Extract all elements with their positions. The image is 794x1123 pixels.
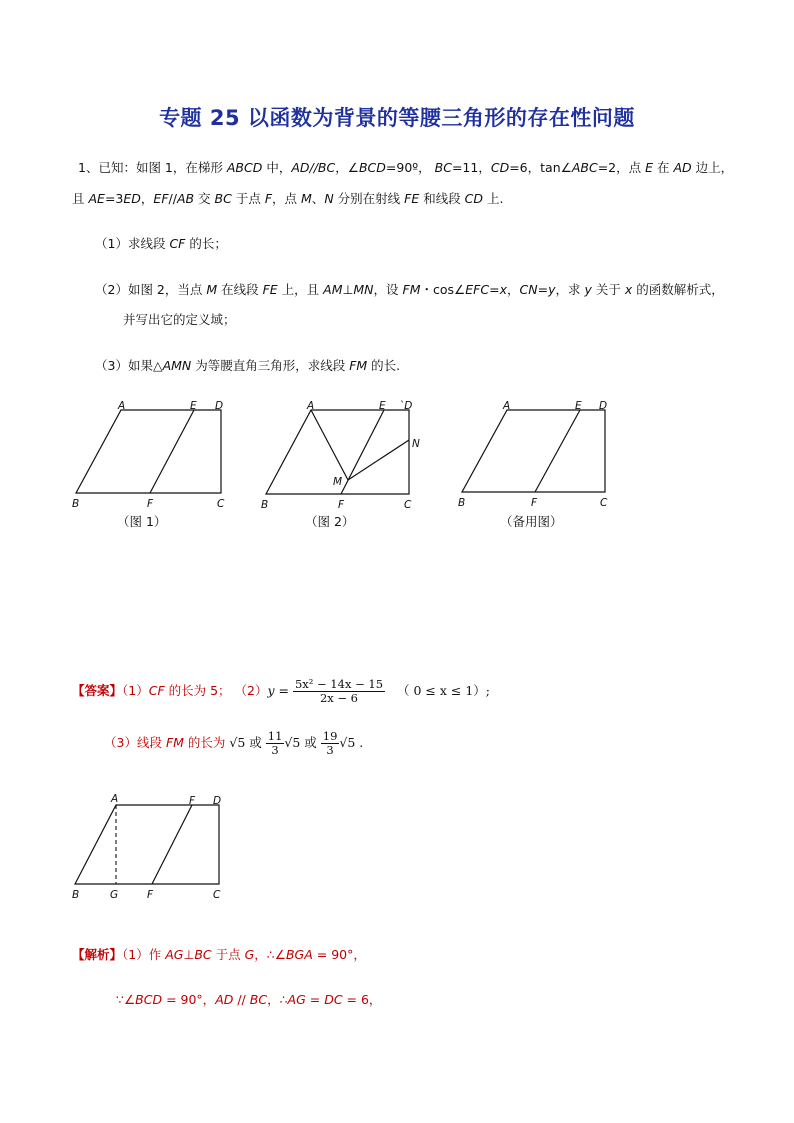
label-e: E [575, 400, 582, 412]
label-f: F [338, 499, 345, 511]
analysis-line-2 [116, 992, 381, 1008]
text: y [548, 282, 556, 297]
text: FE [262, 282, 278, 297]
text: FM [349, 358, 368, 373]
label-c: C [217, 498, 225, 510]
text: AG [287, 992, 306, 1007]
trapezoid [76, 410, 221, 493]
question-1 [95, 236, 227, 252]
text: =90º， [385, 160, 435, 175]
label-f: F [147, 889, 154, 901]
text: MN [353, 282, 374, 297]
text: =6，tan∠ [509, 160, 572, 175]
label-b: B [458, 497, 466, 509]
text: FE [404, 191, 420, 206]
segment-am [311, 410, 348, 480]
text: = [274, 683, 293, 698]
segment-mn [348, 440, 409, 480]
label-b: B [72, 498, 80, 510]
text: DC [324, 992, 343, 1007]
text: FM [165, 735, 184, 750]
text: N [324, 191, 334, 206]
question-2-line-2: 并写出它的定义域； [123, 312, 236, 327]
text: = 6， [342, 992, 382, 1007]
text: ・cos∠ [420, 282, 466, 297]
fraction-19-3 [321, 730, 340, 757]
text: = 90°， [162, 992, 216, 1007]
label-f: F [531, 497, 538, 509]
text: ，∠ [335, 160, 359, 175]
label-c: C [213, 889, 221, 901]
question-2 [95, 282, 724, 298]
text: （3）如果△ [95, 358, 163, 373]
text: y [267, 683, 275, 698]
segment-ef [150, 410, 194, 493]
text: CD [464, 191, 484, 206]
text: AE [88, 191, 105, 206]
text: FM [402, 282, 421, 297]
text: AM [323, 282, 343, 297]
segment-ef [535, 410, 580, 492]
figure-3 [452, 398, 622, 516]
text: AG [165, 947, 184, 962]
text: BC [214, 191, 232, 206]
text: ，∴ [267, 992, 288, 1007]
figure-3-caption: （备用图） [500, 514, 563, 529]
label-b: B [261, 499, 269, 511]
text: 上. [483, 191, 504, 206]
label-d: `D [399, 400, 413, 412]
trapezoid [75, 805, 219, 884]
text: 和线段 [419, 191, 465, 206]
text: （1） [122, 683, 149, 698]
text: √5 [229, 735, 246, 750]
label-c: C [404, 499, 412, 511]
denominator: 3 [271, 743, 279, 757]
text: =3 [104, 191, 124, 206]
text: 关于 [591, 282, 625, 297]
label-g: G [110, 889, 119, 901]
text: 或 [245, 735, 266, 750]
text: 的长为 [183, 735, 230, 750]
text: ED [123, 191, 141, 206]
text: BC [434, 160, 452, 175]
label-a: A [111, 793, 119, 805]
text: x [624, 282, 633, 297]
text: （3）线段 [104, 735, 166, 750]
analysis-tag: 【解析】 [72, 947, 123, 962]
text: 于点 [211, 947, 245, 962]
label-m: M [333, 476, 343, 488]
text: AD [215, 992, 234, 1007]
text: = [489, 282, 500, 297]
text: 的长为 5； （2） [164, 683, 268, 698]
numerator: 11 [267, 729, 283, 743]
label-d: D [213, 795, 222, 807]
text: 的长. [367, 358, 401, 373]
text: = [537, 282, 549, 297]
text: = [305, 992, 325, 1007]
question-3 [95, 358, 400, 374]
text: （1）作 [122, 947, 166, 962]
text: CD [490, 160, 510, 175]
label-b: B [72, 889, 80, 901]
text: CF [169, 236, 186, 251]
fraction-11-3 [266, 730, 285, 757]
text: // [168, 191, 177, 206]
figure-1 [64, 398, 234, 516]
figure-2-caption: （图 2） [305, 514, 355, 529]
label-f-top: F [189, 795, 196, 807]
text: ABCD [226, 160, 263, 175]
text: 1、已知：如图 1，在梯形 [78, 160, 227, 175]
problem-line-1 [78, 160, 733, 176]
text: 边上， [691, 160, 734, 175]
figure-1-caption: （图 1） [117, 514, 167, 529]
answer-line-2 [104, 730, 363, 757]
label-d: D [215, 400, 224, 412]
text: 中， [262, 160, 292, 175]
text: （2）如图 2，当点 [95, 282, 207, 297]
text: G [244, 947, 255, 962]
text: EF [153, 191, 169, 206]
analysis-line-1 [72, 947, 366, 963]
text: ， [140, 191, 154, 206]
text: BCD [358, 160, 386, 175]
text: 为等腰直角三角形，求线段 [191, 358, 350, 373]
text: . [355, 735, 364, 750]
text: BC [194, 947, 212, 962]
text: M [206, 282, 218, 297]
denominator: 3 [326, 743, 334, 757]
text: CN [519, 282, 538, 297]
answer-domain: （ 0 ≤ x ≤ 1）; [397, 683, 490, 698]
text: M [301, 191, 312, 206]
label-a: A [118, 400, 126, 412]
label-n: N [412, 438, 420, 450]
text: 在 [653, 160, 674, 175]
text: 的函数解析式， [632, 282, 724, 297]
text: 、 [311, 191, 325, 206]
figure-4 [64, 790, 234, 904]
label-c: C [600, 497, 608, 509]
text: E [645, 160, 653, 175]
text: = 90°， [312, 947, 366, 962]
numerator: 5x² − 14x − 15 [294, 677, 384, 691]
label-e: E [190, 400, 197, 412]
text: =2，点 [597, 160, 646, 175]
text: ABC [571, 160, 598, 175]
text: 上，且 [277, 282, 324, 297]
text: 且 [72, 191, 89, 206]
text: AD//BC [291, 160, 336, 175]
text: EFC [465, 282, 490, 297]
numerator: 19 [322, 729, 338, 743]
text: y [584, 282, 592, 297]
answer-line-1 [72, 678, 490, 705]
text: ，设 [373, 282, 403, 297]
answer-tag: 【答案】 [72, 683, 123, 698]
text: ，点 [272, 191, 301, 206]
answer-fraction [293, 678, 385, 705]
text: BC [249, 992, 268, 1007]
text: 在线段 [217, 282, 263, 297]
figure-2 [256, 398, 430, 516]
text: 交 [194, 191, 215, 206]
text: √5 [284, 735, 301, 750]
text: ⊥ [342, 282, 354, 297]
text: √5 [339, 735, 356, 750]
text: ，求 [555, 282, 585, 297]
text: =11， [451, 160, 491, 175]
text: F [264, 191, 273, 206]
text: ，∴∠ [254, 947, 286, 962]
segment-ef [152, 805, 192, 884]
text: 的长； [185, 236, 227, 251]
text: BCD [135, 992, 163, 1007]
label-d: D [599, 400, 608, 412]
text: ⊥ [183, 947, 195, 962]
problem-line-2 [72, 191, 503, 207]
text: CF [148, 683, 165, 698]
denominator: 2x − 6 [319, 691, 359, 705]
text: x [499, 282, 507, 297]
page-title: 专题 25 以函数为背景的等腰三角形的存在性问题 [159, 106, 635, 130]
text: 分别在射线 [333, 191, 405, 206]
label-e: E [379, 400, 386, 412]
trapezoid [462, 410, 605, 492]
text: AD [673, 160, 692, 175]
label-f: F [147, 498, 154, 510]
text: ∵∠ [116, 992, 136, 1007]
label-a: A [307, 400, 315, 412]
label-a: A [503, 400, 511, 412]
text: AB [176, 191, 195, 206]
text: AMN [162, 358, 192, 373]
text: 于点 [231, 191, 265, 206]
segment-ef [341, 410, 384, 494]
text: （1）求线段 [95, 236, 170, 251]
text: 或 [300, 735, 321, 750]
text: ， [506, 282, 520, 297]
text: BGA [285, 947, 313, 962]
text: // [233, 992, 250, 1007]
